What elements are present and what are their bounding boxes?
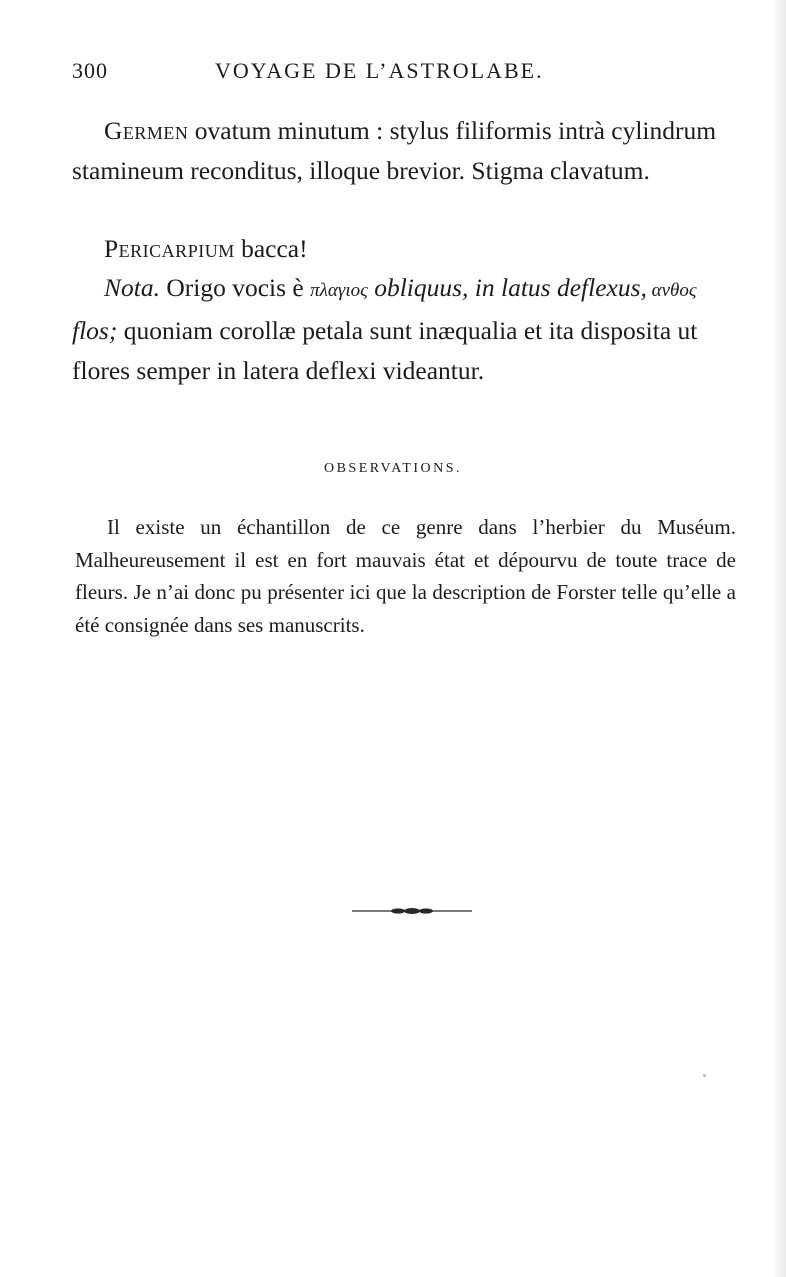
ornament-leaf-right: [419, 908, 433, 913]
paragraph-pericarpium: [72, 229, 736, 269]
running-title: VOYAGE DE L’ASTROLABE.: [215, 58, 544, 83]
term-germen: Germen: [104, 116, 189, 145]
term-pericarpium: Pericarpium: [104, 234, 235, 263]
observations-paragraph: [75, 511, 736, 641]
nota-italic-1: obliquus, in latus deflexus,: [367, 273, 647, 302]
greek-word-plagios: πλαγιος: [310, 280, 368, 301]
nota-label: Nota.: [104, 273, 160, 302]
nota-text-2: quoniam corollæ petala sunt inæqualia et ita disposita ut flores semper in latera deflexi videantur.: [72, 316, 698, 385]
page-edge-shadow: [772, 0, 786, 1277]
nota-italic-2: flos;: [72, 316, 118, 345]
pericarpium-text: bacca!: [234, 234, 308, 263]
nota-text-1: Origo vocis è: [159, 273, 311, 302]
germen-text: ovatum minutum : stylus filiformis intrà cylindrum stamineum reconditus, illoque brevior. Stigma clavatum.: [72, 116, 717, 185]
paragraph-nota: [72, 268, 736, 391]
ornamental-rule: [350, 901, 474, 919]
ornament-center: [404, 908, 420, 914]
running-head: [72, 58, 732, 88]
paper-speck: [703, 1074, 706, 1077]
page-number: 300: [72, 58, 108, 83]
observations-heading: OBSERVATIONS.: [323, 461, 463, 476]
observations-text: Il existe un échantillon de ce genre dans l’herbier du Muséum. Malheureusement il est en fort mauvais état et dépourvu de toute trace de fleurs. Je n’ai donc pu présenter ici que la description de Forster telle qu’elle a été consignée dans ses manuscrits.: [75, 515, 736, 637]
greek-word-anthos: ανθος: [646, 280, 697, 301]
paragraph-germen: [72, 111, 736, 191]
ornament-leaf-left: [391, 908, 405, 913]
